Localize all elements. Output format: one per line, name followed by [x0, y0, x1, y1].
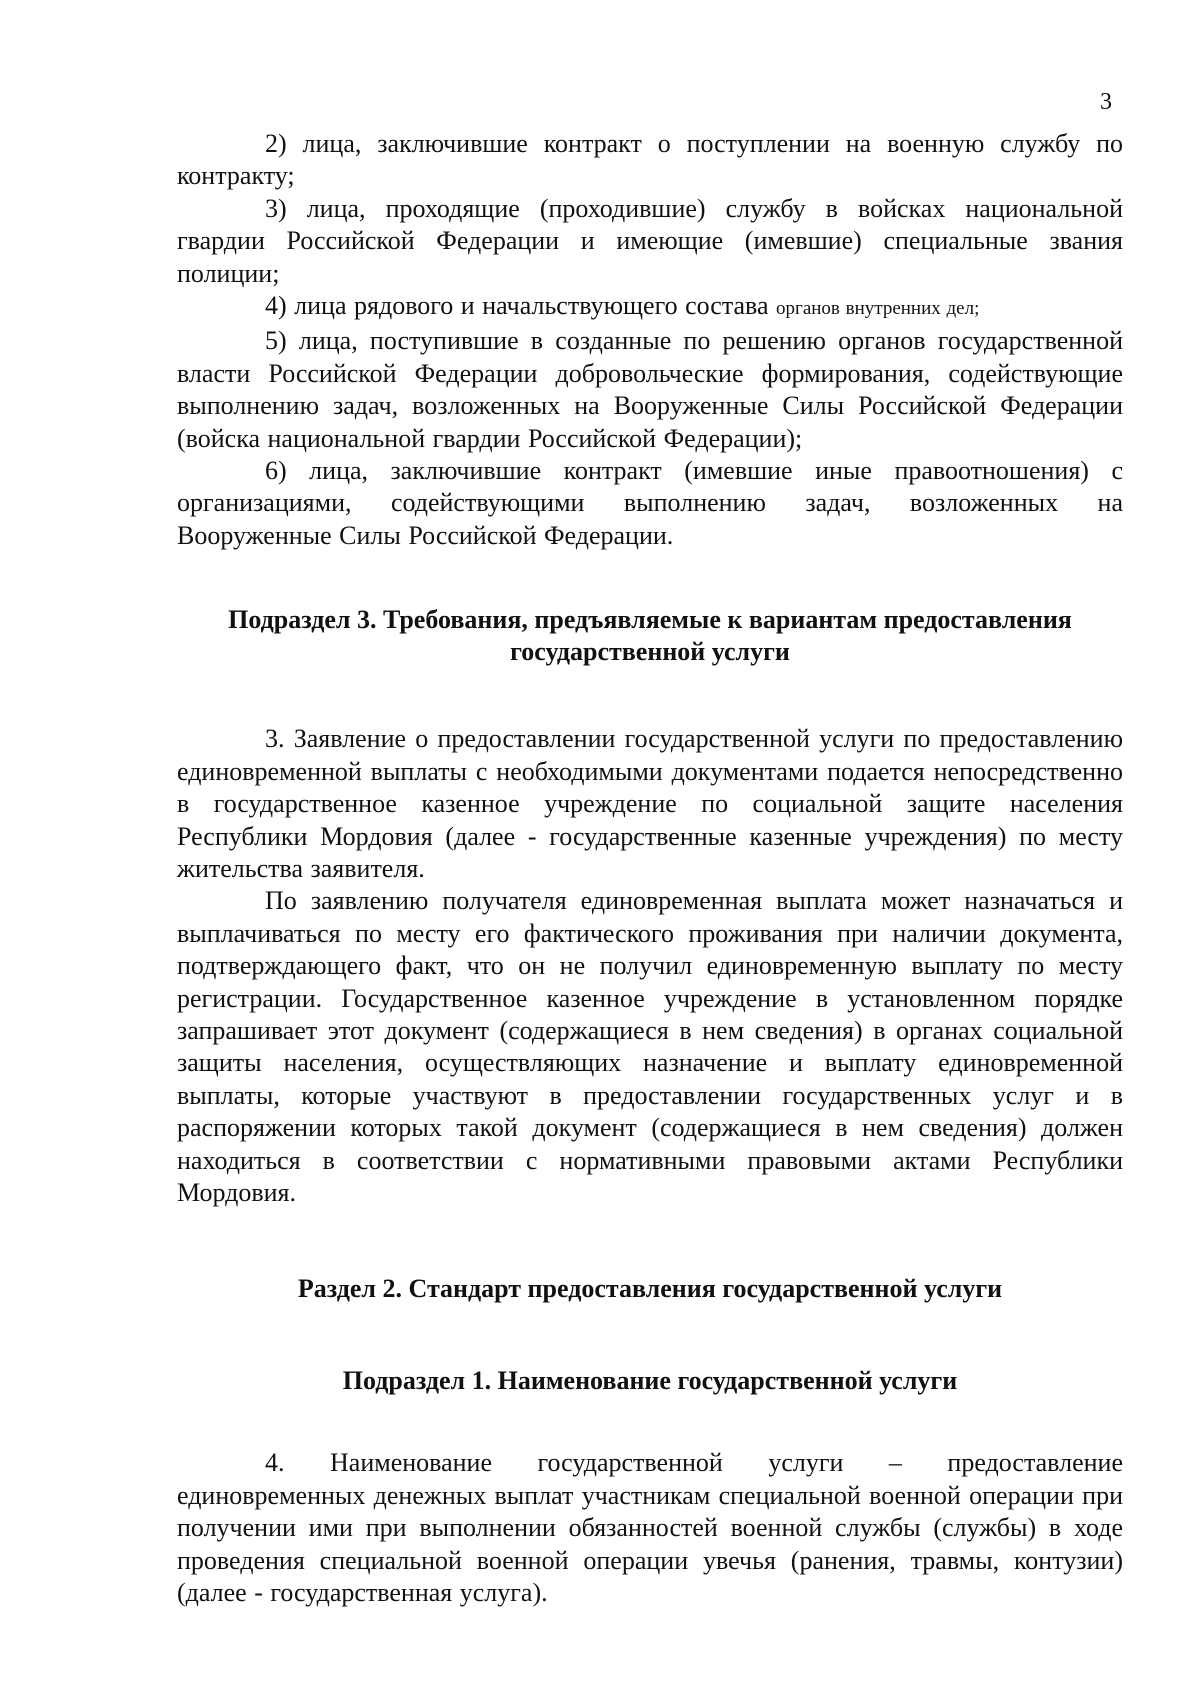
list-item-3: 3) лица, проходящие (проходившие) службу в войсках национальной гвардии Российской Федерации и имеющие (имевшие) специальные звания полиции;	[177, 193, 1123, 288]
paragraph-3: 3. Заявление о предоставлении государственной услуги по предоставлению единовременной выплаты с необходимыми документами подается непосредственно в государственное казенное учреждение по социальной защите населения Республики Мордовия (далее - государственные казенные учреждения) по месту жительства заявителя.	[177, 724, 1123, 883]
list-item-4-small-text: органов внутренних дел;	[776, 298, 980, 320]
subsection-3-heading-line2: государственной услуги	[510, 637, 790, 667]
subsection-3-heading-line1: Подраздел 3. Требования, предъявляемые к вариантам предоставления	[228, 605, 1072, 635]
page-number: 3	[1100, 89, 1112, 115]
list-item-4-text: 4) лица рядового и начальствующего состава	[265, 291, 769, 321]
list-item-6: 6) лица, заключившие контракт (имевшие иные правоотношения) с организациями, содействующими выполнению задач, возложенных на Вооруженные Силы Российской Федерации.	[177, 456, 1123, 550]
section-2-heading: Раздел 2. Стандарт предоставления государственной услуги	[297, 1274, 1003, 1304]
document-body	[177, 128, 1123, 1609]
subsection-3-heading	[177, 604, 1123, 668]
list-item-4	[177, 290, 1123, 325]
paragraph-4: 4. Наименование государственной услуги – предоставление единовременных денежных выплат участникам специальной военной операции при получении ими при выполнении обязанностей военной службы (службы) в ходе проведения специальной военной операции увечья (ранения, травмы, контузии) (далее - государственная услуга).	[177, 1448, 1123, 1607]
list-item-2: 2) лица, заключившие контракт о поступлении на военную службу по контракту;	[177, 129, 1123, 191]
subsection-1-heading: Подраздел 1. Наименование государственной услуги	[342, 1366, 958, 1396]
list-item-5: 5) лица, поступившие в созданные по решению органов государственной власти Российской Федерации добровольческие формирования, содействующие выполнению задач, возложенных на Вооруженные Силы Российской Федерации (войска национальной гвардии Российской Федерации);	[177, 326, 1123, 453]
paragraph-3-continued: По заявлению получателя единовременная выплата может назначаться и выплачиваться по месту его фактического проживания при наличии документа, подтверждающего факт, что он не получил единовременную выплату по месту регистрации. Государственное казенное учреждение в установленном порядке запрашивает этот документ (содержащиеся в нем сведения) в органах социальной защиты населения, осуществляющих назначение и выплату единовременной выплаты, которые участвуют в предоставлении государственных услуг и в распоряжении которых такой документ (содержащиеся в нем сведения) должен находиться в соответствии с нормативными правовыми актами Республики Мордовия.	[177, 886, 1123, 1207]
